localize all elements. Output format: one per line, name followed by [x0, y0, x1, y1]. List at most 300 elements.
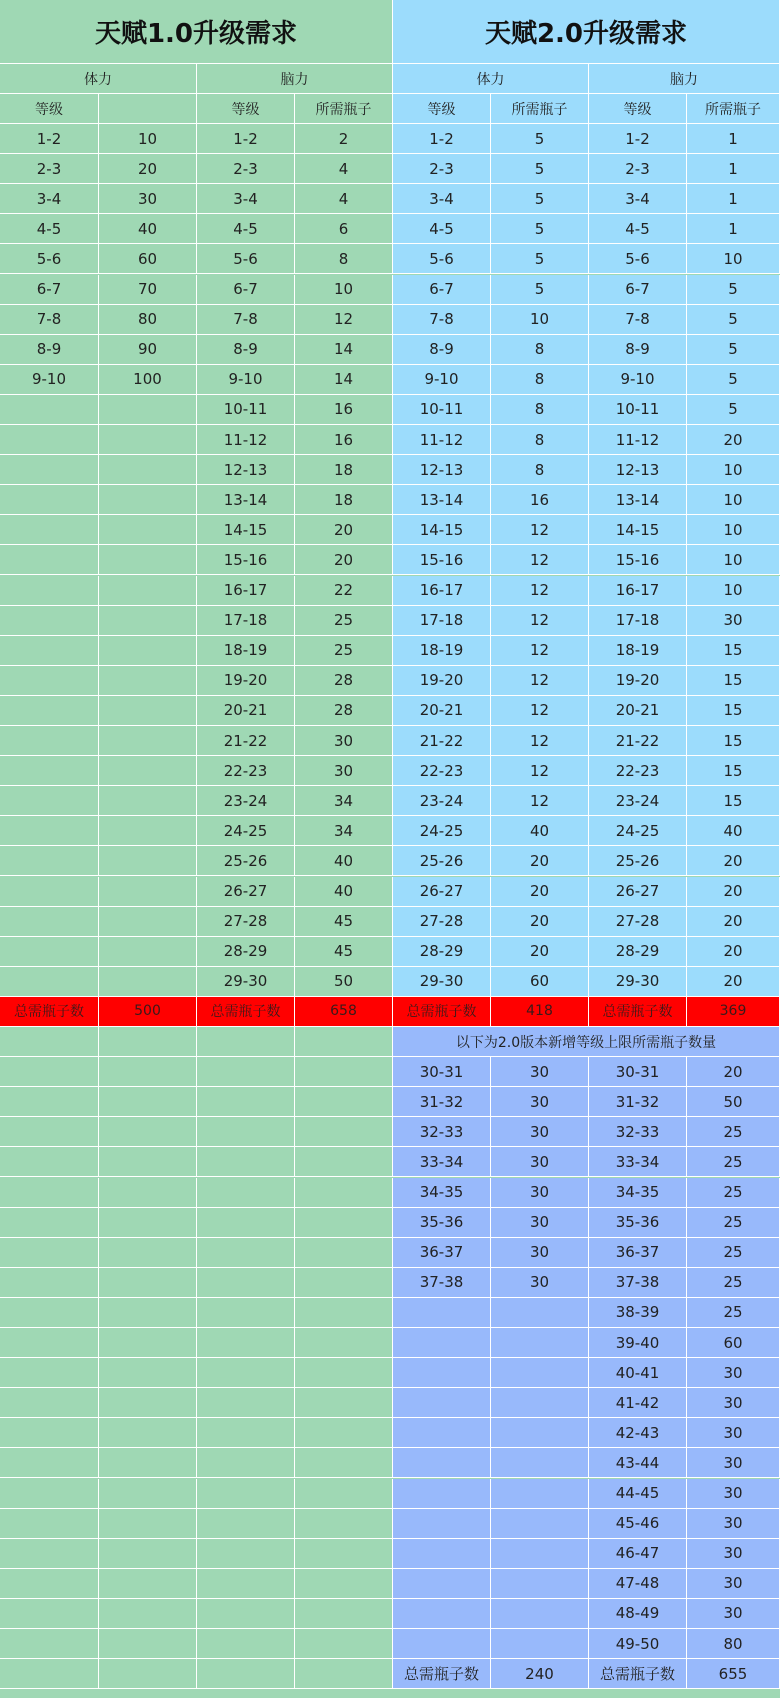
- table-cell: [0, 606, 99, 636]
- empty-cell: [197, 1087, 295, 1117]
- empty-cell: [197, 1479, 295, 1509]
- table-cell: 34-35: [589, 1178, 687, 1208]
- table-cell: [393, 1328, 491, 1358]
- table-cell: 30: [295, 726, 393, 756]
- table-cell: [393, 1509, 491, 1539]
- table-cell: 25: [295, 636, 393, 666]
- table-cell: 11-12: [589, 425, 687, 455]
- table-cell: 20-21: [197, 696, 295, 726]
- empty-cell: [99, 1448, 197, 1478]
- table-cell: [0, 816, 99, 846]
- header-v2-stamina: 体力: [393, 64, 589, 94]
- table-cell: 30: [491, 1178, 589, 1208]
- table-cell: 25: [687, 1298, 780, 1328]
- empty-cell: [0, 1418, 99, 1448]
- table-cell: 25: [687, 1147, 780, 1177]
- table-cell: 30: [295, 756, 393, 786]
- table-cell: 20: [687, 1057, 780, 1087]
- table-cell: 19-20: [589, 666, 687, 696]
- empty-cell: [295, 1509, 393, 1539]
- total-v2-stamina: 418: [491, 997, 589, 1027]
- empty-cell: [197, 1238, 295, 1268]
- table-cell: [0, 485, 99, 515]
- table-cell: 27-28: [589, 907, 687, 937]
- table-cell: 4-5: [0, 214, 99, 244]
- table-cell: 17-18: [197, 606, 295, 636]
- table-cell: 5: [687, 365, 780, 395]
- empty-cell: [0, 1057, 99, 1087]
- table-cell: 11-12: [393, 425, 491, 455]
- empty-cell: [295, 1027, 393, 1057]
- empty-cell: [197, 1569, 295, 1599]
- table-cell: 25: [687, 1208, 780, 1238]
- table-cell: 8-9: [197, 335, 295, 365]
- table-cell: 12-13: [589, 455, 687, 485]
- table-cell: 9-10: [589, 365, 687, 395]
- table-cell: [393, 1539, 491, 1569]
- table-cell: 25: [687, 1178, 780, 1208]
- table-cell: 5-6: [393, 244, 491, 274]
- total-v1-brain: 658: [295, 997, 393, 1027]
- table-cell: 20: [687, 937, 780, 967]
- empty-cell: [0, 1599, 99, 1629]
- table-cell: 25: [687, 1238, 780, 1268]
- empty-cell: [295, 1418, 393, 1448]
- table-cell: 8: [491, 425, 589, 455]
- table-cell: 29-30: [393, 967, 491, 997]
- extension-total-stamina: 240: [491, 1659, 589, 1689]
- table-cell: 12: [491, 636, 589, 666]
- table-cell: [0, 425, 99, 455]
- table-cell: 41-42: [589, 1388, 687, 1418]
- empty-cell: [295, 1388, 393, 1418]
- table-cell: [0, 846, 99, 876]
- table-cell: 4: [295, 184, 393, 214]
- table-cell: 8: [491, 365, 589, 395]
- table-cell: 10: [687, 576, 780, 606]
- empty-cell: [197, 1418, 295, 1448]
- table-cell: 23-24: [393, 786, 491, 816]
- empty-cell: [197, 1178, 295, 1208]
- table-cell: 10-11: [589, 395, 687, 425]
- table-cell: 23-24: [589, 786, 687, 816]
- table-cell: 60: [491, 967, 589, 997]
- table-cell: 30: [687, 1539, 780, 1569]
- table-cell: 15: [687, 786, 780, 816]
- table-cell: 14: [295, 335, 393, 365]
- table-cell: 27-28: [197, 907, 295, 937]
- table-cell: 20: [491, 907, 589, 937]
- table-cell: 20: [687, 425, 780, 455]
- table-cell: 16-17: [393, 576, 491, 606]
- empty-cell: [197, 1298, 295, 1328]
- table-cell: 13-14: [589, 485, 687, 515]
- table-cell: [491, 1448, 589, 1478]
- table-cell: 5: [687, 395, 780, 425]
- table-cell: 31-32: [589, 1087, 687, 1117]
- table-cell: [99, 696, 197, 726]
- table-cell: [393, 1569, 491, 1599]
- table-cell: [99, 846, 197, 876]
- table-cell: 15-16: [393, 545, 491, 575]
- table-cell: 1-2: [0, 124, 99, 154]
- table-cell: 16-17: [589, 576, 687, 606]
- table-cell: 4: [295, 154, 393, 184]
- table-cell: 10: [687, 485, 780, 515]
- subheader-col-1: [99, 94, 197, 124]
- table-cell: 40: [295, 846, 393, 876]
- table-cell: 20: [295, 545, 393, 575]
- table-cell: 45: [295, 907, 393, 937]
- table-cell: 30: [687, 606, 780, 636]
- table-cell: 15: [687, 696, 780, 726]
- total-label-v2-brain: 总需瓶子数: [589, 997, 687, 1027]
- table-cell: [491, 1388, 589, 1418]
- table-cell: 15-16: [589, 545, 687, 575]
- empty-cell: [0, 1539, 99, 1569]
- empty-cell: [99, 1388, 197, 1418]
- empty-cell: [197, 1328, 295, 1358]
- empty-cell: [0, 1238, 99, 1268]
- empty-cell: [197, 1027, 295, 1057]
- table-cell: 3-4: [197, 184, 295, 214]
- table-cell: [393, 1298, 491, 1328]
- table-cell: 10: [687, 545, 780, 575]
- table-cell: 2-3: [589, 154, 687, 184]
- table-cell: [0, 636, 99, 666]
- empty-cell: [197, 1599, 295, 1629]
- table-cell: [0, 907, 99, 937]
- empty-cell: [197, 1539, 295, 1569]
- table-cell: 30-31: [393, 1057, 491, 1087]
- table-cell: 80: [99, 305, 197, 335]
- empty-cell: [99, 1569, 197, 1599]
- table-cell: 19-20: [197, 666, 295, 696]
- table-cell: 30: [491, 1087, 589, 1117]
- total-label-v1-stamina: 总需瓶子数: [0, 997, 99, 1027]
- table-cell: 29-30: [197, 967, 295, 997]
- table-cell: 3-4: [589, 184, 687, 214]
- table-cell: 18-19: [393, 636, 491, 666]
- empty-cell: [0, 1328, 99, 1358]
- empty-cell: [197, 1147, 295, 1177]
- table-cell: 10: [687, 515, 780, 545]
- table-cell: [393, 1418, 491, 1448]
- table-cell: 34: [295, 786, 393, 816]
- table-cell: 22-23: [589, 756, 687, 786]
- table-cell: 14-15: [393, 515, 491, 545]
- table-cell: 15: [687, 636, 780, 666]
- table-cell: 8: [295, 244, 393, 274]
- empty-cell: [295, 1147, 393, 1177]
- empty-cell: [295, 1539, 393, 1569]
- empty-cell: [99, 1418, 197, 1448]
- table-cell: [0, 937, 99, 967]
- table-cell: 12: [491, 786, 589, 816]
- table-cell: 4-5: [393, 214, 491, 244]
- empty-cell: [99, 1117, 197, 1147]
- table-cell: 21-22: [589, 726, 687, 756]
- subheader-col-4: 等级: [393, 94, 491, 124]
- table-cell: 2-3: [197, 154, 295, 184]
- table-cell: [99, 425, 197, 455]
- table-cell: 36-37: [589, 1238, 687, 1268]
- empty-cell: [99, 1358, 197, 1388]
- table-cell: 28-29: [197, 937, 295, 967]
- table-cell: [491, 1539, 589, 1569]
- table-cell: [99, 545, 197, 575]
- empty-cell: [0, 1509, 99, 1539]
- table-cell: 1-2: [197, 124, 295, 154]
- table-cell: 16-17: [197, 576, 295, 606]
- table-cell: 20-21: [393, 696, 491, 726]
- table-cell: 30: [687, 1418, 780, 1448]
- table-cell: [393, 1448, 491, 1478]
- empty-cell: [197, 1448, 295, 1478]
- table-cell: [0, 756, 99, 786]
- table-cell: 60: [687, 1328, 780, 1358]
- empty-cell: [0, 1479, 99, 1509]
- empty-cell: [197, 1208, 295, 1238]
- empty-cell: [0, 1147, 99, 1177]
- table-cell: 3-4: [0, 184, 99, 214]
- table-cell: 12: [491, 666, 589, 696]
- empty-cell: [99, 1479, 197, 1509]
- empty-cell: [0, 1268, 99, 1298]
- table-cell: 4-5: [589, 214, 687, 244]
- table-cell: 5-6: [0, 244, 99, 274]
- table-cell: 5: [687, 305, 780, 335]
- table-cell: 18: [295, 485, 393, 515]
- table-cell: 30: [491, 1057, 589, 1087]
- table-cell: 13-14: [393, 485, 491, 515]
- empty-cell: [99, 1147, 197, 1177]
- subheader-col-7: 所需瓶子: [687, 94, 780, 124]
- table-cell: 80: [687, 1629, 780, 1659]
- table-cell: [99, 395, 197, 425]
- table-cell: 22-23: [393, 756, 491, 786]
- table-cell: 30: [687, 1479, 780, 1509]
- table-cell: 40: [295, 877, 393, 907]
- table-cell: [491, 1298, 589, 1328]
- table-cell: [99, 967, 197, 997]
- table-cell: 17-18: [393, 606, 491, 636]
- table-cell: 39-40: [589, 1328, 687, 1358]
- table-cell: 23-24: [197, 786, 295, 816]
- table-cell: [393, 1479, 491, 1509]
- table-cell: 7-8: [0, 305, 99, 335]
- table-cell: 12: [491, 576, 589, 606]
- empty-cell: [0, 1178, 99, 1208]
- table-cell: 24-25: [393, 816, 491, 846]
- title-talent-2: 天赋2.0升级需求: [393, 0, 780, 64]
- table-cell: 5: [491, 184, 589, 214]
- table-cell: 60: [99, 244, 197, 274]
- empty-cell: [99, 1027, 197, 1057]
- table-cell: 20: [491, 937, 589, 967]
- table-cell: 25-26: [589, 846, 687, 876]
- table-cell: 35-36: [393, 1208, 491, 1238]
- subheader-col-3: 所需瓶子: [295, 94, 393, 124]
- table-cell: 18-19: [589, 636, 687, 666]
- table-cell: 5-6: [589, 244, 687, 274]
- table-cell: 2-3: [393, 154, 491, 184]
- table-cell: [491, 1418, 589, 1448]
- empty-cell: [197, 1388, 295, 1418]
- table-cell: [0, 696, 99, 726]
- table-cell: 18: [295, 455, 393, 485]
- table-cell: 1-2: [393, 124, 491, 154]
- table-cell: 6-7: [0, 275, 99, 305]
- table-cell: 8-9: [0, 335, 99, 365]
- empty-cell: [0, 1208, 99, 1238]
- empty-cell: [295, 1238, 393, 1268]
- table-cell: 33-34: [589, 1147, 687, 1177]
- table-cell: 48-49: [589, 1599, 687, 1629]
- table-cell: 14: [295, 365, 393, 395]
- table-cell: 33-34: [393, 1147, 491, 1177]
- table-cell: 28-29: [589, 937, 687, 967]
- table-cell: 15: [687, 726, 780, 756]
- empty-cell: [295, 1208, 393, 1238]
- total-label-v1-brain: 总需瓶子数: [197, 997, 295, 1027]
- empty-cell: [99, 1057, 197, 1087]
- table-cell: [99, 877, 197, 907]
- table-cell: 100: [99, 365, 197, 395]
- empty-cell: [0, 1569, 99, 1599]
- table-cell: 5: [491, 244, 589, 274]
- table-cell: 12-13: [393, 455, 491, 485]
- empty-cell: [0, 1358, 99, 1388]
- empty-cell: [295, 1268, 393, 1298]
- table-cell: [99, 515, 197, 545]
- table-cell: 15: [687, 756, 780, 786]
- table-cell: 10-11: [393, 395, 491, 425]
- table-cell: 25-26: [393, 846, 491, 876]
- table-cell: [0, 967, 99, 997]
- table-cell: 34: [295, 816, 393, 846]
- table-cell: 45-46: [589, 1509, 687, 1539]
- table-cell: 27-28: [393, 907, 491, 937]
- table-cell: 30-31: [589, 1057, 687, 1087]
- table-cell: 30: [687, 1569, 780, 1599]
- table-cell: 30: [491, 1268, 589, 1298]
- empty-cell: [99, 1509, 197, 1539]
- header-v1-stamina: 体力: [0, 64, 197, 94]
- table-cell: 47-48: [589, 1569, 687, 1599]
- table-cell: [0, 455, 99, 485]
- table-cell: [393, 1599, 491, 1629]
- table-cell: 8: [491, 395, 589, 425]
- table-cell: 32-33: [393, 1117, 491, 1147]
- empty-cell: [295, 1599, 393, 1629]
- table-cell: 70: [99, 275, 197, 305]
- empty-cell: [295, 1117, 393, 1147]
- table-cell: 28: [295, 666, 393, 696]
- table-cell: 6-7: [393, 275, 491, 305]
- empty-cell: [295, 1659, 393, 1689]
- empty-cell: [197, 1117, 295, 1147]
- table-cell: 9-10: [197, 365, 295, 395]
- table-cell: 5: [491, 154, 589, 184]
- table-cell: 30: [687, 1509, 780, 1539]
- table-cell: 26-27: [589, 877, 687, 907]
- table-cell: 30: [99, 184, 197, 214]
- empty-cell: [295, 1087, 393, 1117]
- table-cell: 12: [295, 305, 393, 335]
- subheader-col-6: 等级: [589, 94, 687, 124]
- table-cell: 26-27: [393, 877, 491, 907]
- empty-cell: [99, 1659, 197, 1689]
- table-cell: 30: [491, 1117, 589, 1147]
- table-cell: [99, 816, 197, 846]
- table-cell: 44-45: [589, 1479, 687, 1509]
- empty-cell: [197, 1358, 295, 1388]
- table-cell: 28-29: [393, 937, 491, 967]
- empty-cell: [197, 1057, 295, 1087]
- total-label-v2-stamina: 总需瓶子数: [393, 997, 491, 1027]
- table-cell: 40: [99, 214, 197, 244]
- table-cell: 42-43: [589, 1418, 687, 1448]
- empty-cell: [295, 1298, 393, 1328]
- header-v1-brain: 脑力: [197, 64, 393, 94]
- table-cell: [99, 636, 197, 666]
- table-cell: 9-10: [0, 365, 99, 395]
- table-cell: 46-47: [589, 1539, 687, 1569]
- empty-cell: [99, 1208, 197, 1238]
- table-cell: 43-44: [589, 1448, 687, 1478]
- table-cell: [99, 786, 197, 816]
- empty-cell: [99, 1328, 197, 1358]
- table-cell: [99, 576, 197, 606]
- table-cell: 20: [687, 846, 780, 876]
- table-cell: 30: [491, 1208, 589, 1238]
- table-cell: 37-38: [589, 1268, 687, 1298]
- table-cell: [393, 1629, 491, 1659]
- table-cell: 16: [295, 395, 393, 425]
- empty-cell: [99, 1539, 197, 1569]
- table-cell: 24-25: [589, 816, 687, 846]
- table-cell: 1-2: [589, 124, 687, 154]
- table-cell: 9-10: [393, 365, 491, 395]
- empty-cell: [0, 1087, 99, 1117]
- table-cell: [99, 455, 197, 485]
- empty-cell: [99, 1238, 197, 1268]
- empty-cell: [295, 1629, 393, 1659]
- extension-total-label-brain: 总需瓶子数: [589, 1659, 687, 1689]
- table-cell: [491, 1599, 589, 1629]
- table-cell: 30: [491, 1238, 589, 1268]
- table-cell: 50: [295, 967, 393, 997]
- table-cell: 26-27: [197, 877, 295, 907]
- table-cell: 7-8: [197, 305, 295, 335]
- table-cell: 25: [687, 1117, 780, 1147]
- table-cell: 25: [295, 606, 393, 636]
- extension-total-brain: 655: [687, 1659, 780, 1689]
- extension-note: 以下为2.0版本新增等级上限所需瓶子数量: [393, 1027, 780, 1057]
- table-cell: 12: [491, 696, 589, 726]
- table-cell: 30: [687, 1388, 780, 1418]
- subheader-col-0: 等级: [0, 94, 99, 124]
- table-cell: 8: [491, 455, 589, 485]
- extension-total-label-stamina: 总需瓶子数: [393, 1659, 491, 1689]
- table-cell: 20: [687, 907, 780, 937]
- table-cell: 14-15: [589, 515, 687, 545]
- table-cell: [491, 1328, 589, 1358]
- empty-cell: [197, 1659, 295, 1689]
- table-cell: 2: [295, 124, 393, 154]
- empty-cell: [197, 1629, 295, 1659]
